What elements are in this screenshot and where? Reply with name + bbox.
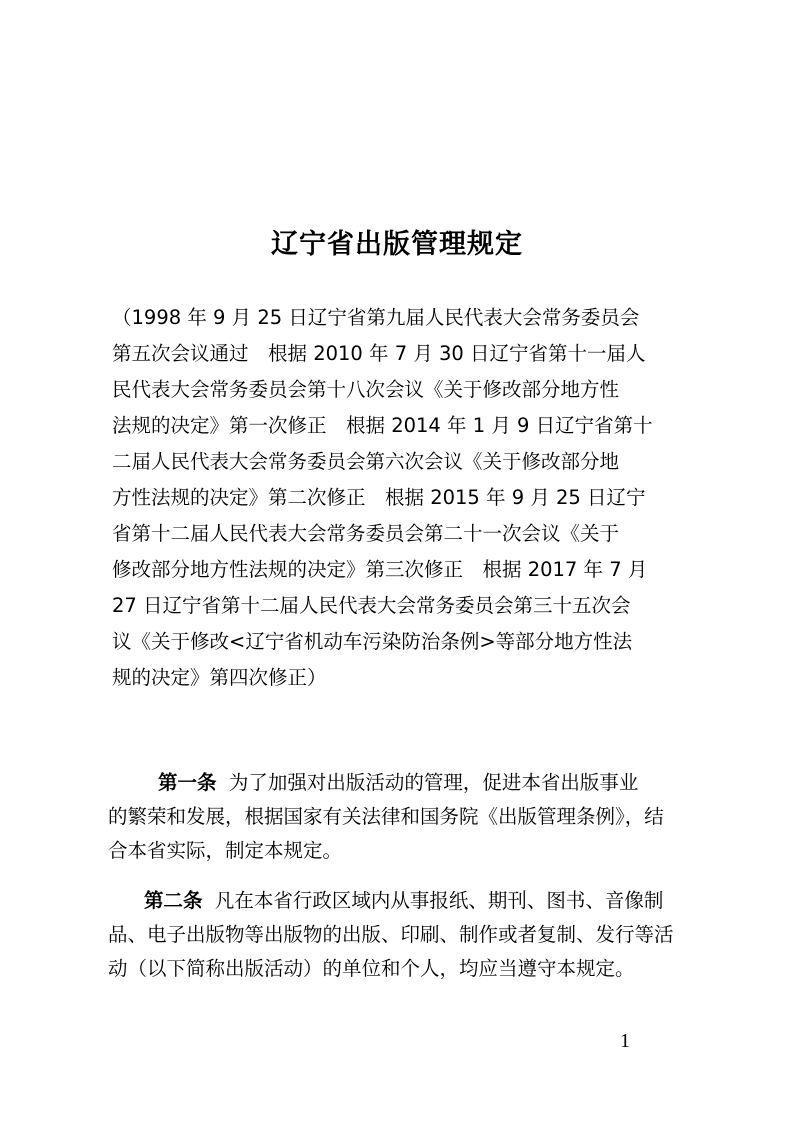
preamble-line: 民代表大会常务委员会第十八次会议《关于修改部分地方性 bbox=[112, 378, 620, 401]
document-title: 辽宁省出版管理规定 bbox=[271, 229, 523, 260]
article-2-first-line bbox=[108, 884, 698, 918]
preamble-line: （1998 年 9 月 25 日辽宁省第九届人民代表大会常务委员会 bbox=[112, 306, 640, 329]
preamble-line: 规的决定》第四次修正） bbox=[112, 666, 327, 689]
article-1-first-line bbox=[108, 766, 698, 800]
article-1-line: 合本省实际，制定本规定。 bbox=[108, 839, 343, 862]
article-1-text: 为了加强对出版活动的管理，促进本省出版事业 bbox=[228, 771, 639, 794]
article-2-line: 动（以下简称出版活动）的单位和个人，均应当遵守本规定。 bbox=[108, 957, 635, 980]
preamble-line: 第五次会议通过 根据 2010 年 7 月 30 日辽宁省第十一届人 bbox=[112, 342, 646, 365]
preamble-line: 议《关于修改<辽宁省机动车污染防治条例>等部分地方性法 bbox=[112, 630, 633, 653]
preamble-line: 修改部分地方性法规的决定》第三次修正 根据 2017 年 7 月 bbox=[112, 558, 648, 581]
article-2-text: 凡在本省行政区域内从事报纸、期刊、图书、音像制 bbox=[214, 889, 664, 912]
article-1 bbox=[108, 766, 698, 868]
preamble-line: 方性法规的决定》第二次修正 根据 2015 年 9 月 25 日辽宁 bbox=[112, 486, 646, 509]
article-2-heading: 第二条 bbox=[144, 889, 203, 912]
article-2-line: 品、电子出版物等出版物的出版、印刷、制作或者复制、发行等活 bbox=[108, 923, 674, 946]
preamble-line: 省第十二届人民代表大会常务委员会第二十一次会议《关于 bbox=[112, 522, 620, 545]
preamble-line: 法规的决定》第一次修正 根据 2014 年 1 月 9 日辽宁省第十 bbox=[112, 414, 653, 437]
article-2 bbox=[108, 884, 698, 986]
preamble-line: 二届人民代表大会常务委员会第六次会议《关于修改部分地 bbox=[112, 450, 620, 473]
preamble-line: 27 日辽宁省第十二届人民代表大会常务委员会第三十五次会 bbox=[112, 594, 631, 617]
article-1-heading: 第一条 bbox=[158, 771, 217, 794]
page-number: 1 bbox=[620, 1030, 630, 1052]
article-1-line: 的繁荣和发展，根据国家有关法律和国务院《出版管理条例》，结 bbox=[108, 805, 664, 828]
preamble bbox=[112, 300, 692, 696]
